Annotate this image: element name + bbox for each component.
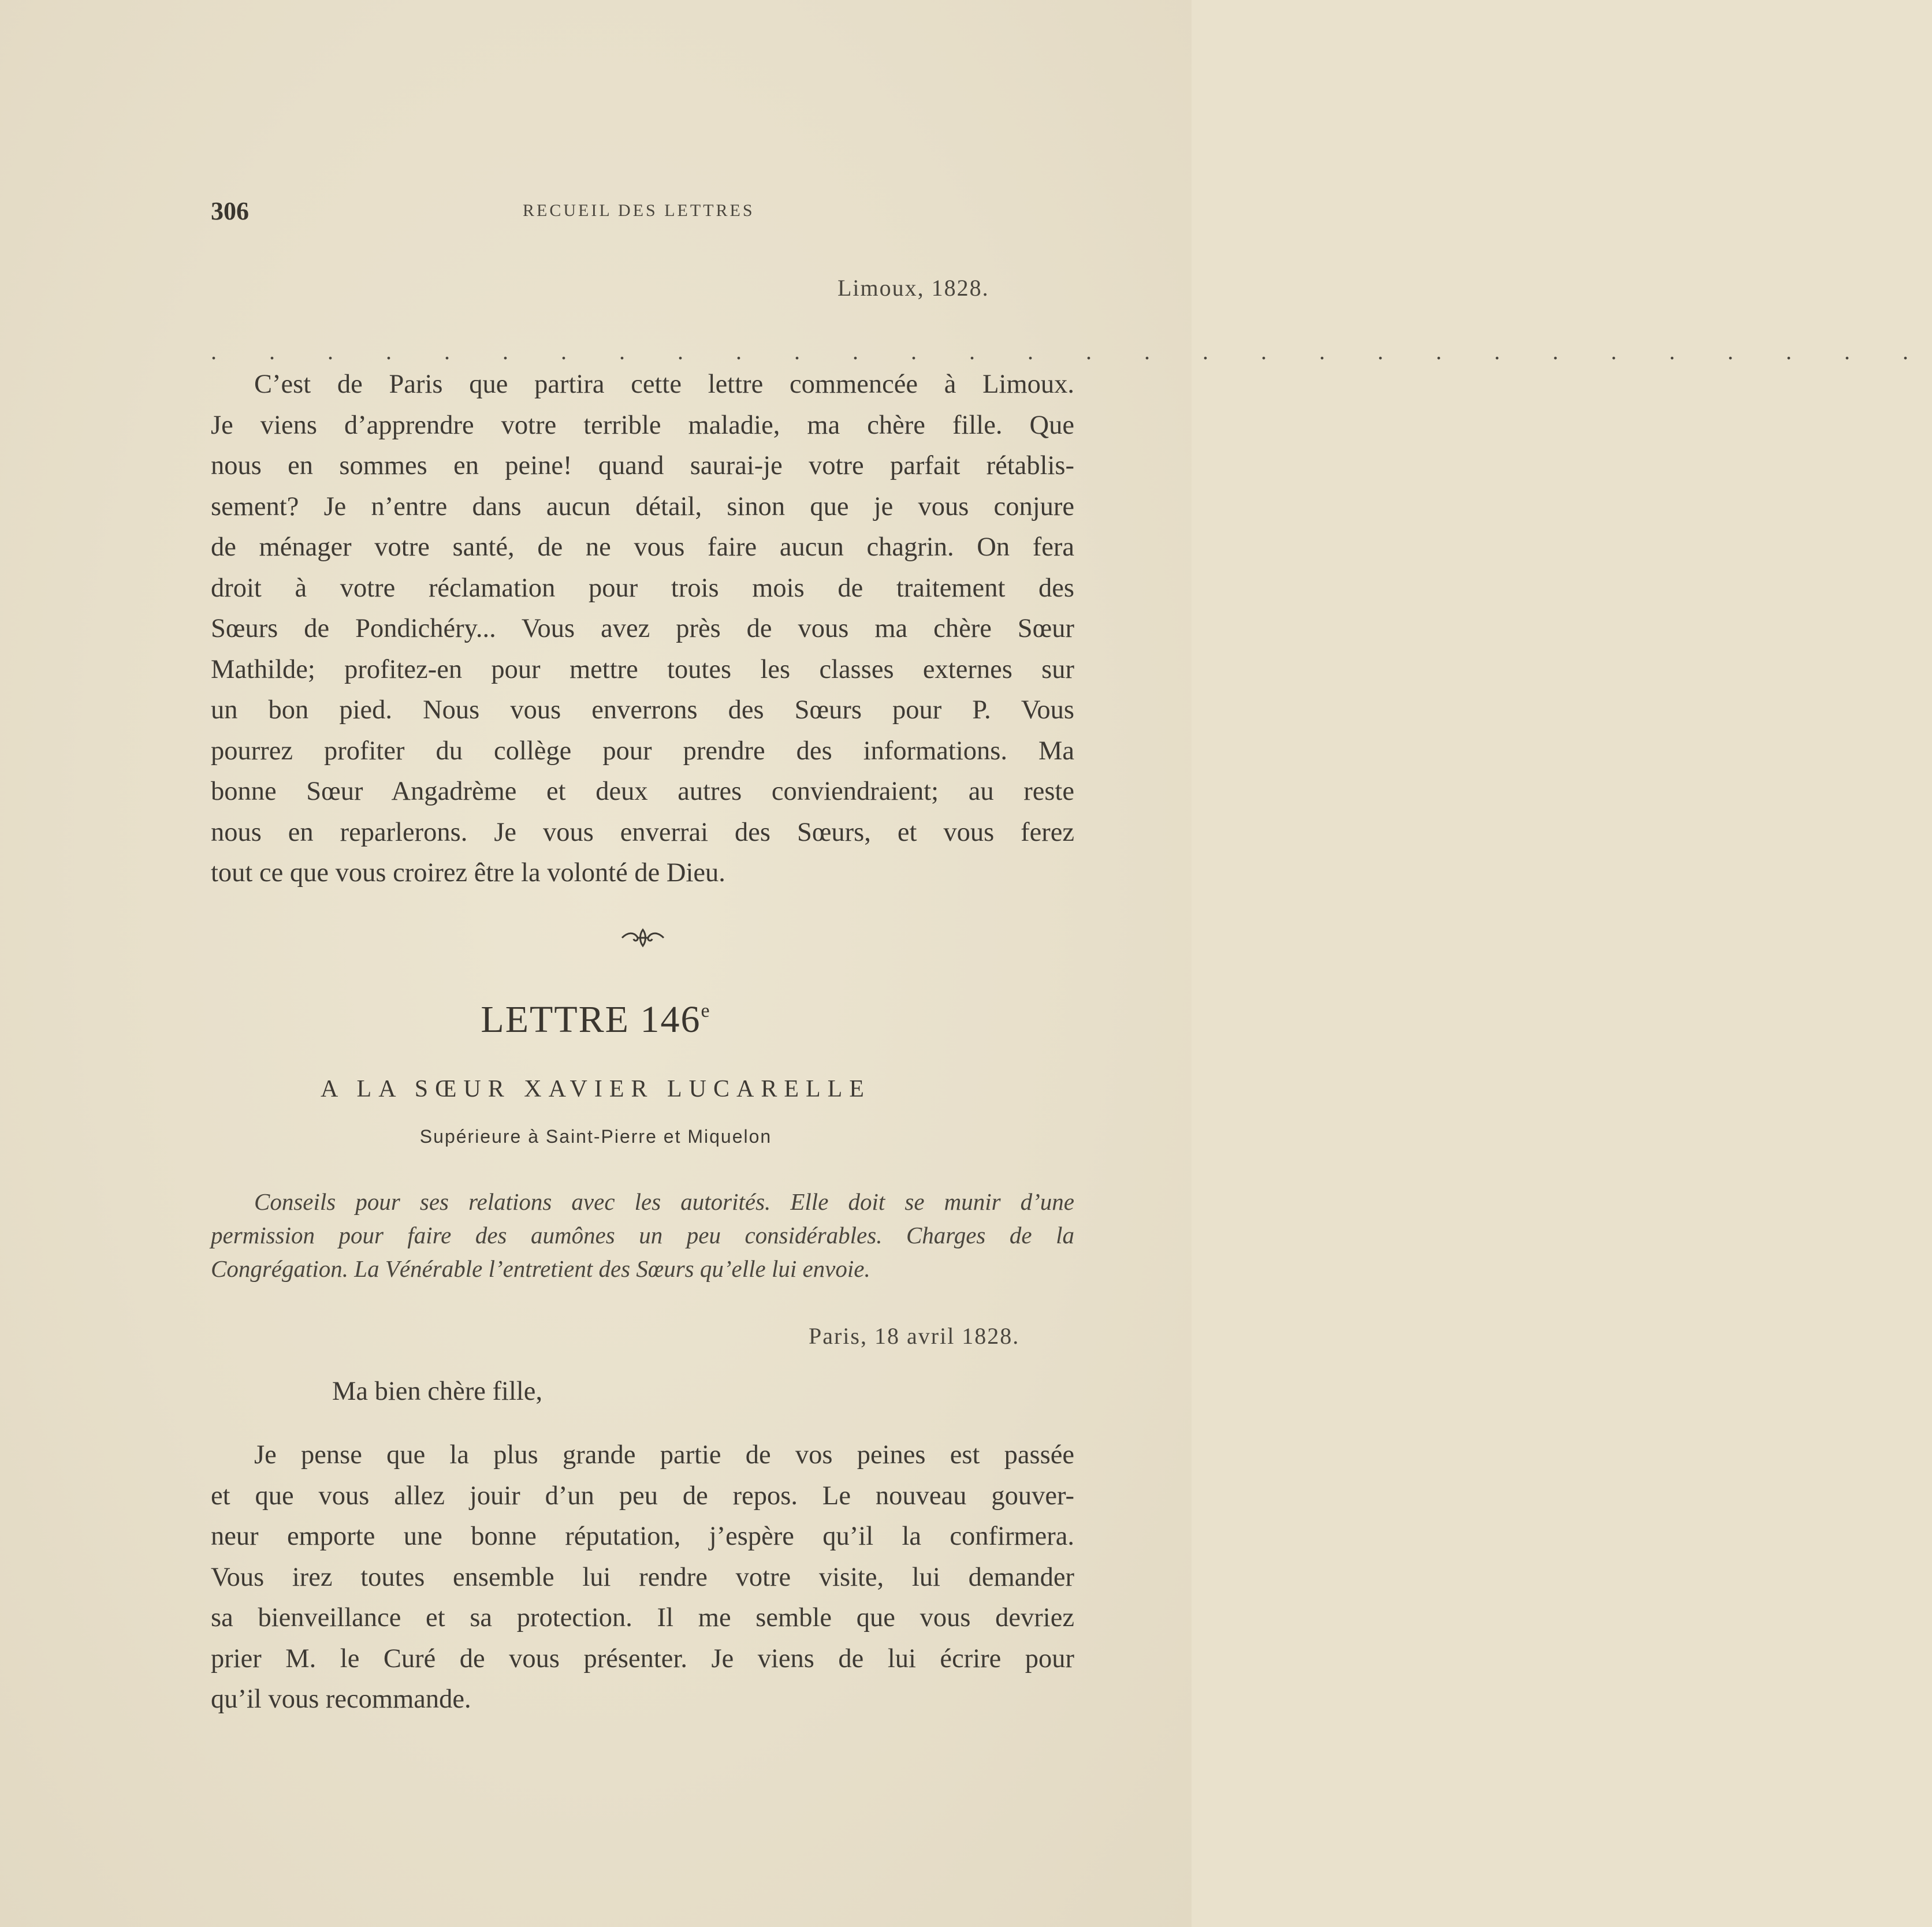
fleuron-ornament-icon bbox=[620, 926, 666, 949]
body-line: et que vous allez jouir d’un peu de repos. Le nouveau gouver- bbox=[211, 1481, 1074, 1511]
running-head bbox=[211, 196, 1074, 225]
body-line: nous en reparlerons. Je vous enverrai des Sœurs, et vous ferez bbox=[211, 817, 1074, 847]
body-line: Sœurs de Pondichéry... Vous avez près de vous ma chère Sœur bbox=[211, 614, 1074, 643]
body-line: pourrez profiter du collège pour prendre des informations. Ma bbox=[211, 736, 1074, 766]
body-line: neur emporte une bonne réputation, j’espère qu’il la confirmera. bbox=[211, 1522, 1074, 1551]
previous-letter-place-date: Limoux, 1828. bbox=[837, 275, 989, 301]
body-line: sa bienveillance et sa protection. Il me semble que vous devriez bbox=[211, 1603, 1074, 1632]
summary-line: Congrégation. La Vénérable l’entretient des Sœurs qu’elle lui envoie. bbox=[211, 1255, 870, 1282]
body-line: tout ce que vous croirez être la volonté de Dieu. bbox=[211, 858, 725, 888]
body-line: bonne Sœur Angadrème et deux autres conviendraient; au reste bbox=[211, 777, 1074, 806]
body-line: droit à votre réclamation pour trois mois de traitement des bbox=[211, 573, 1074, 603]
running-title: RECUEIL DES LETTRES bbox=[523, 201, 755, 220]
body-line: de ménager votre santé, de ne vous faire aucun chagrin. On fera bbox=[211, 532, 1074, 562]
body-line: Vous irez toutes ensemble lui rendre votre visite, lui demander bbox=[211, 1562, 1074, 1592]
letter-title-suffix: e bbox=[701, 1000, 711, 1022]
page-number: 306 bbox=[211, 197, 249, 225]
letter-salutation: Ma bien chère fille, bbox=[332, 1377, 543, 1406]
summary-line: permission pour faire des aumônes un peu considérables. Charges de la bbox=[211, 1222, 1074, 1248]
letter-place-date: Paris, 18 avril 1828. bbox=[809, 1323, 1020, 1349]
body-line: Mathilde; profitez-en pour mettre toutes les classes externes sur bbox=[211, 654, 1074, 684]
body-line: sement? Je n’entre dans aucun détail, sinon que je vous conjure bbox=[211, 491, 1074, 521]
body-line: un bon pied. Nous vous enverrons des Sœurs pour P. Vous bbox=[211, 695, 1074, 725]
letter-body bbox=[211, 1435, 1074, 1720]
body-line: prier M. le Curé de vous présenter. Je viens de lui écrire pour bbox=[211, 1643, 1074, 1673]
ellipsis-row: . . . . . . . . . . . . . . . . . . . . . . . . . . . . . . bbox=[211, 338, 1932, 364]
letter-title bbox=[0, 998, 1192, 1042]
letter-subtitle: Supérieure à Saint-Pierre et Miquelon bbox=[419, 1126, 772, 1147]
letter-summary bbox=[211, 1185, 1074, 1285]
body-line: nous en sommes en peine! quand saurai-je votre parfait rétablis- bbox=[211, 451, 1074, 480]
body-line: qu’il vous recommande. bbox=[211, 1684, 471, 1714]
body-line: Je pense que la plus grande partie de vos peines est passée bbox=[254, 1440, 1074, 1470]
summary-line: Conseils pour ses relations avec les autorités. Elle doit se munir d’une bbox=[254, 1188, 1074, 1215]
previous-letter-body bbox=[211, 364, 1074, 894]
letter-addressee: A LA SŒUR XAVIER LUCARELLE bbox=[321, 1076, 871, 1102]
body-line: C’est de Paris que partira cette lettre commencée à Limoux. bbox=[254, 370, 1074, 399]
body-line: Je viens d’apprendre votre terrible maladie, ma chère fille. Que bbox=[211, 410, 1074, 440]
letter-title-text: LETTRE 146 bbox=[481, 998, 701, 1041]
